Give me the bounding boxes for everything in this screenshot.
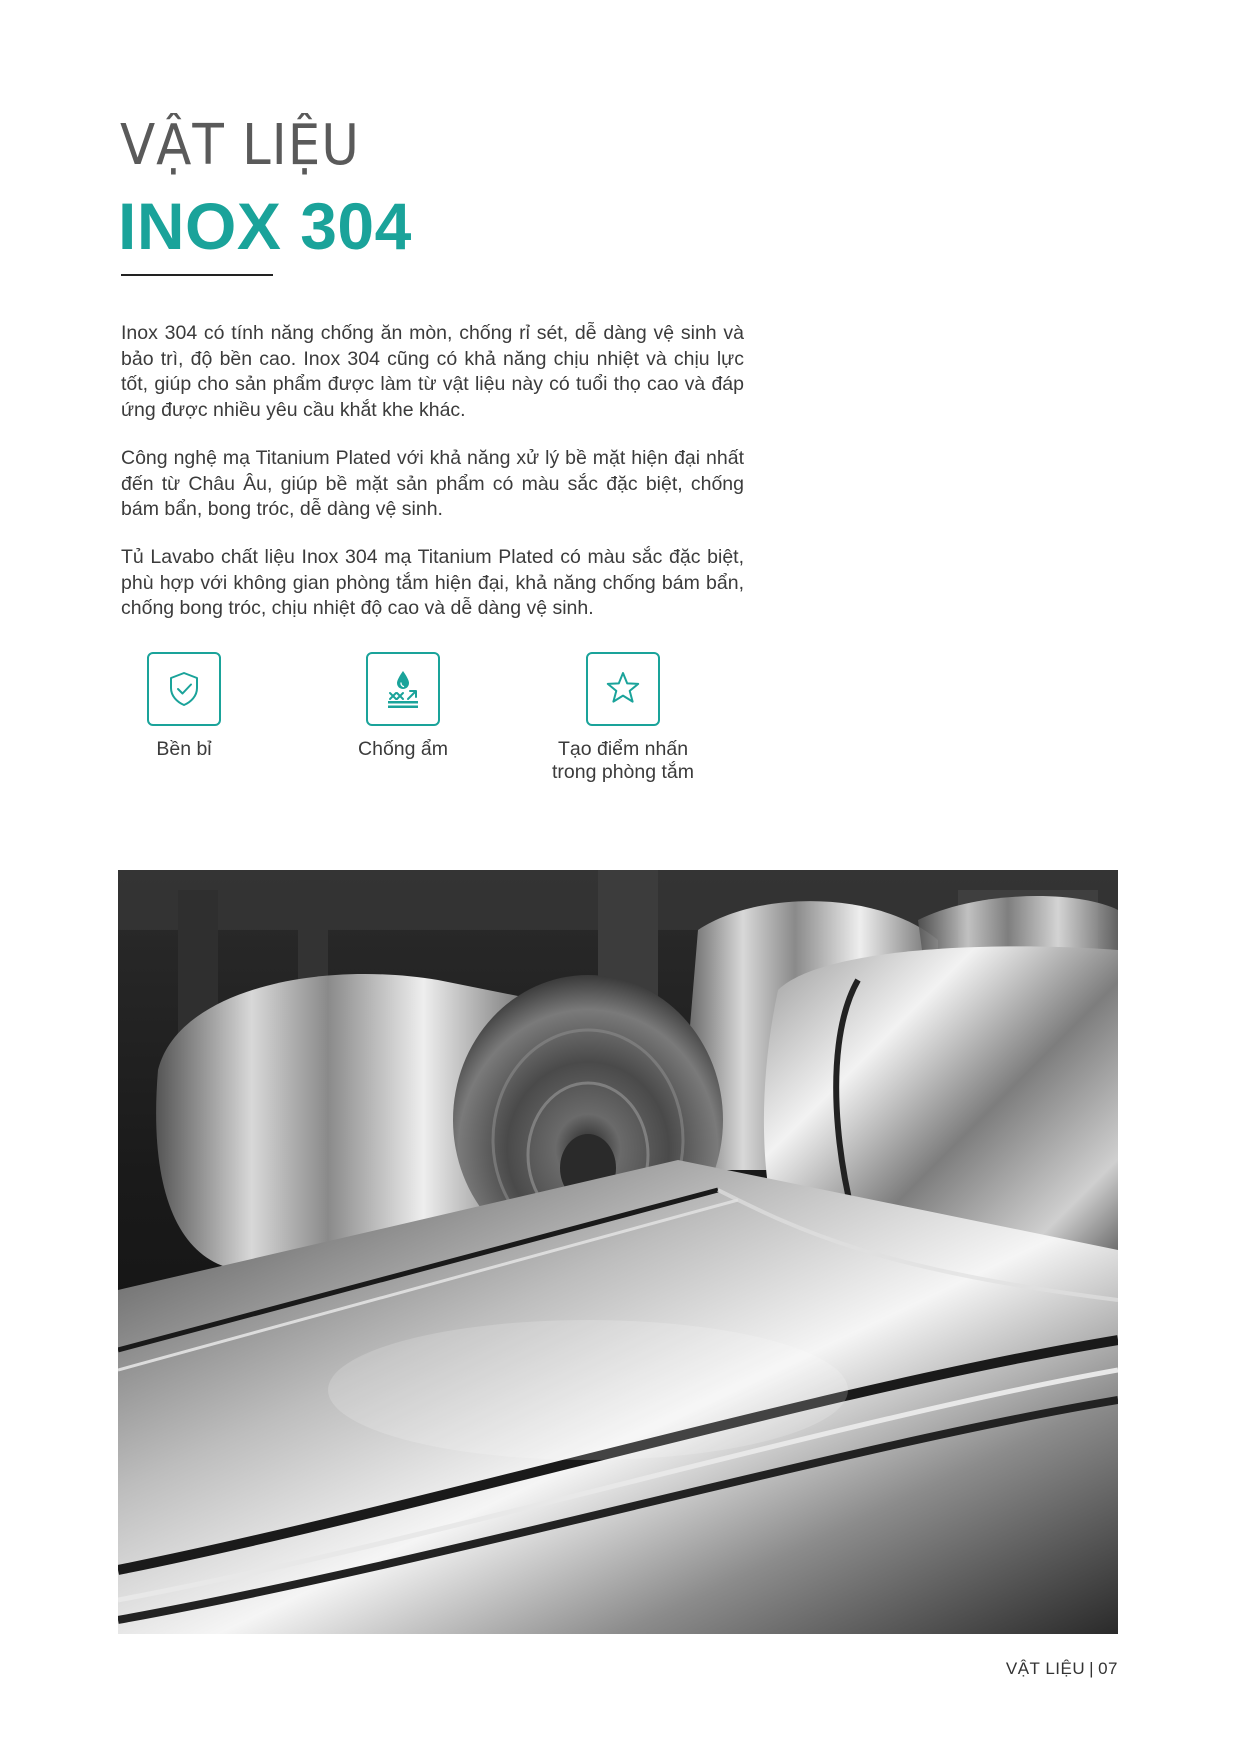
feature-highlight — [523, 652, 723, 784]
steel-coils-photo — [118, 870, 1118, 1634]
title-divider — [121, 274, 273, 276]
star-icon — [602, 668, 644, 710]
feature-label: Chống ẩm — [358, 738, 448, 760]
shield-check-icon — [164, 669, 204, 709]
page-footer — [1006, 1659, 1118, 1679]
feature-label-line1: Tạo điểm nhấn — [557, 738, 689, 760]
footer-section: VẬT LIỆU — [1005, 1659, 1086, 1678]
paragraph-3: Tủ Lavabo chất liệu Inox 304 mạ Titanium Plated có màu sắc đặc biệt, phù hợp với không gian phòng tắm hiện đại, khả năng chống bám bẩn, chống bong tróc, chịu nhiệt độ cao và dễ dàng vệ sinh. — [121, 546, 744, 619]
feature-label: Bền bỉ — [156, 738, 212, 760]
page-title-prefix: VẬT LIỆU — [120, 113, 360, 178]
feature-durable — [84, 652, 284, 761]
footer-separator: | — [1089, 1659, 1095, 1678]
water-resistant-icon — [380, 666, 426, 712]
paragraph-1: Inox 304 có tính năng chống ăn mòn, chống rỉ sét, dễ dàng vệ sinh và bảo trì, độ bền cao. Inox 304 cũng có khả năng chịu nhiệt và chịu lực tốt, giúp cho sản phẩm được làm từ vật liệu này có tuổi thọ cao và đáp ứng được nhiều yêu cầu khắt khe khác. — [121, 322, 744, 421]
feature-moisture-proof — [303, 652, 503, 761]
page-title: INOX 304 — [118, 189, 412, 263]
feature-label-line2: trong phòng tắm — [551, 761, 694, 783]
steel-coils-illustration — [118, 870, 1118, 1634]
feature-label — [523, 738, 723, 784]
feature-icon-box — [366, 652, 440, 726]
page-number: 07 — [1098, 1659, 1118, 1678]
feature-icon-box — [586, 652, 660, 726]
feature-icon-box — [147, 652, 221, 726]
paragraph-2: Công nghệ mạ Titanium Plated với khả năng xử lý bề mặt hiện đại nhất đến từ Châu Âu, giúp bề mặt sản phẩm có màu sắc đặc biệt, chống bám bẩn, bong tróc, dễ dàng vệ sinh. — [121, 447, 744, 520]
